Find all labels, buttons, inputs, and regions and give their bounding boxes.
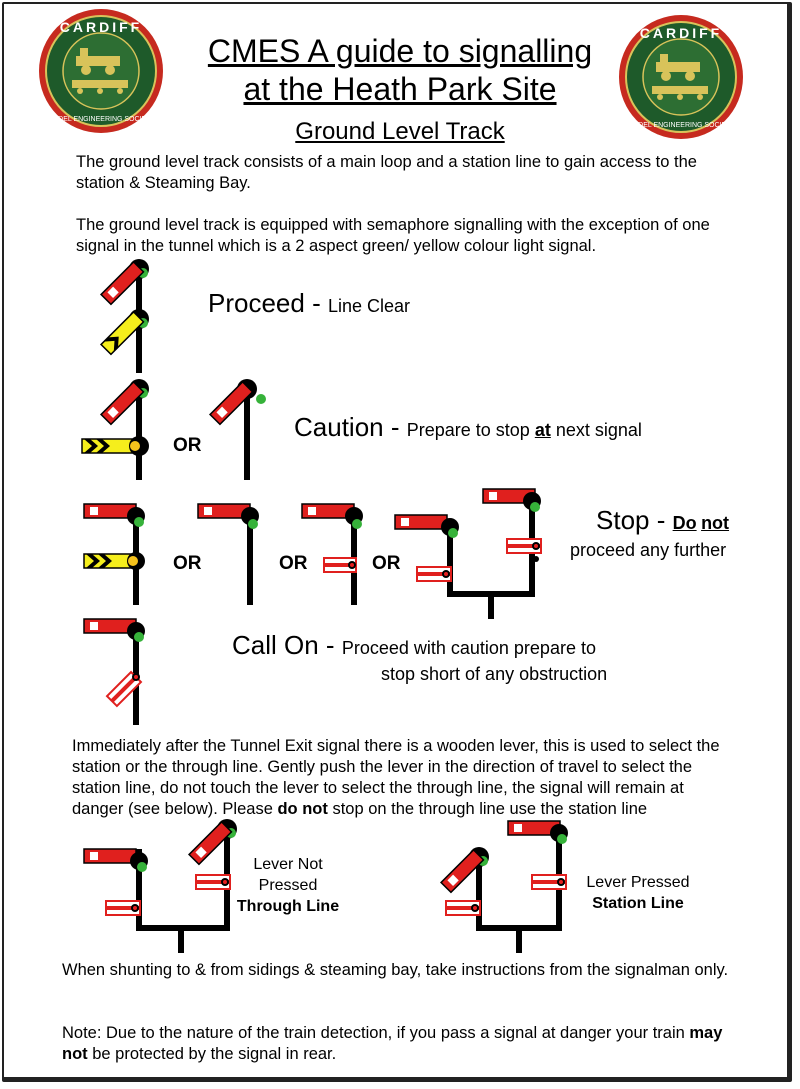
lever-not-pressed-signal	[80, 815, 250, 955]
svg-text:MODEL ENGINEERING SOCIETY: MODEL ENGINEERING SOCIETY	[46, 116, 156, 123]
stop-signal-1	[80, 500, 155, 605]
shunting-paragraph: When shunting to & from sidings & steaming bay, take instructions from the signalman only.	[62, 961, 729, 979]
note-paragraph: Note: Due to the nature of the train detection, if you pass a signal at danger your train may not be protected by the signal in rear.	[62, 1024, 723, 1063]
subtitle: Ground Level Track	[295, 118, 505, 145]
title-line-2: at the Heath Park Site	[243, 71, 557, 107]
svg-text:CARDIFF: CARDIFF	[639, 25, 723, 41]
stop-signal-3	[300, 500, 370, 605]
stop-label-line-2: proceed any further	[570, 540, 727, 560]
or-label: OR	[279, 553, 308, 574]
call-on-signal	[80, 615, 155, 725]
lever-pressed-caption: Lever Pressed Station Line	[586, 874, 690, 912]
or-label: OR	[173, 553, 202, 574]
lever-pressed-signal	[432, 815, 582, 955]
caution-label: Caution - Prepare to stop at next signal	[294, 412, 642, 442]
lever-paragraph: Immediately after the Tunnel Exit signal there is a wooden lever, this is used to select the station or the through line. Gently push the lever in the direction of travel to select the station line, do not touch the lever to select the through line, the signal will remain at danger (see below). Please do not stop on the through line use the station line	[72, 737, 720, 818]
stop-signal-2	[196, 500, 266, 605]
caution-signal-upper	[200, 375, 270, 480]
caution-signal-lower-quadrant	[78, 375, 153, 480]
proceed-label: Proceed - Line Clear	[208, 288, 410, 318]
proceed-signal	[85, 255, 155, 375]
or-label: OR	[372, 553, 401, 574]
stop-signal-bracket	[393, 485, 563, 620]
intro-paragraph-1: The ground level track consists of a main loop and a station line to gain access to the station & Steaming Bay.	[76, 153, 697, 192]
lever-not-pressed-caption: Lever Not Pressed Through Line	[236, 856, 340, 915]
call-on-label: Call On - Proceed with caution prepare to	[232, 630, 596, 660]
or-label: OR	[173, 435, 202, 456]
svg-text:MODEL ENGINEERING SOCIETY: MODEL ENGINEERING SOCIETY	[626, 122, 736, 129]
stop-label: Stop - Do not	[596, 505, 730, 535]
title-line-1: CMES A guide to signalling	[207, 33, 593, 69]
cmes-logo-left	[38, 8, 164, 134]
call-on-label-line-2: stop short of any obstruction	[381, 664, 608, 684]
intro-paragraph-2: The ground level track is equipped with semaphore signalling with the exception of one signal in the tunnel which is a 2 aspect green/ yellow colour light signal.	[76, 216, 710, 255]
logo-text-left: CARDIFF	[59, 19, 143, 35]
